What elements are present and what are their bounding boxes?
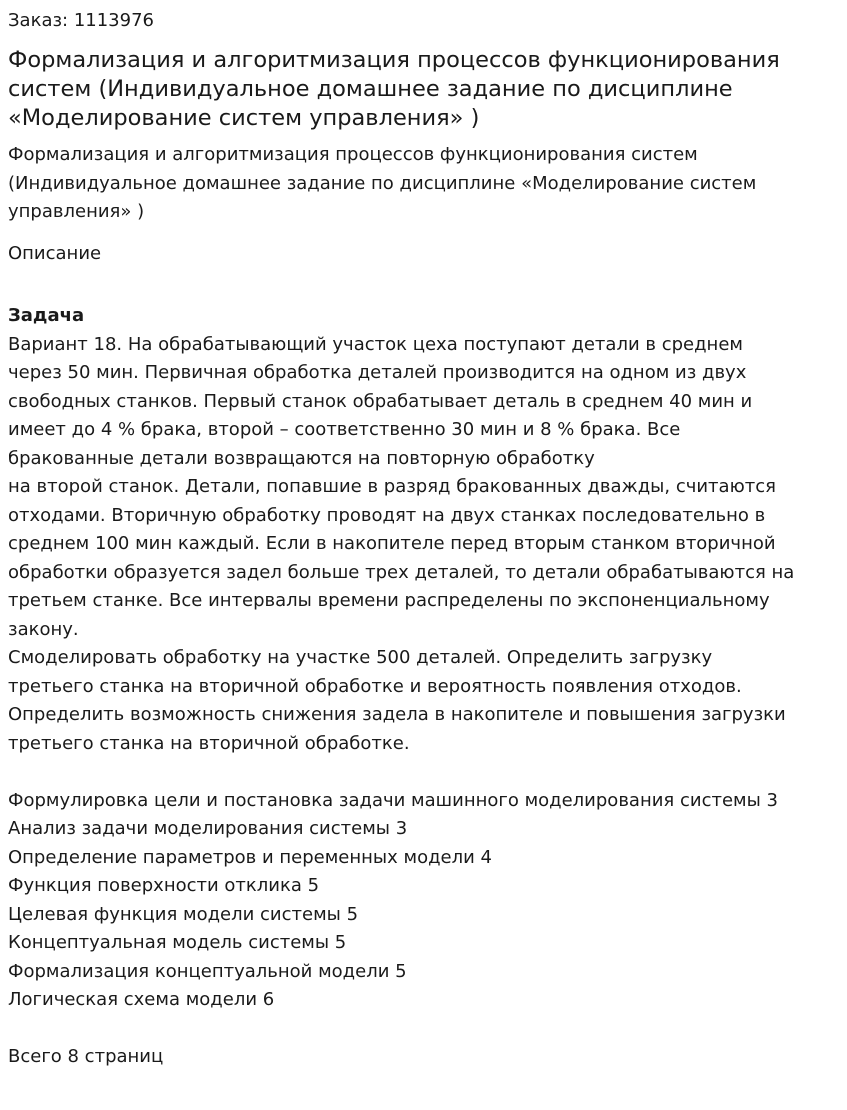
total-pages: Всего 8 страниц <box>8 1046 164 1067</box>
task-line: через 50 мин. Первичная обработка деталей производится на одном из двух <box>8 362 747 383</box>
task-line: отходами. Вторичную обработку проводят на двух станках последовательно в <box>8 504 766 526</box>
toc-item: Функция поверхности отклика 5 <box>8 875 320 896</box>
task-line: бракованные детали возвращаются на повторную обработку <box>8 447 595 469</box>
toc-item: Формулировка цели и постановка задачи машинного моделирования системы 3 <box>8 789 778 811</box>
task-text <box>8 331 839 759</box>
toc-item: Концептуальная модель системы 5 <box>8 932 347 953</box>
task-line: третьем станке. Все интервалы времени распределены по экспоненциальному <box>8 590 770 611</box>
task-line: Смоделировать обработку на участке 500 деталей. Определить загрузку <box>8 647 713 668</box>
spacer <box>8 1015 839 1044</box>
task-line: на второй станок. Детали, попавшие в разряд бракованных дважды, считаются <box>8 476 776 497</box>
task-line: третьего станка на вторичной обработке. <box>8 732 410 754</box>
page-subtitle: Формализация и алгоритмизация процессов функционирования систем (Индивидуальное домашнее задание по дисциплине «Моделирование систем управления» ) <box>8 144 757 222</box>
toc-item: Логическая схема модели 6 <box>8 989 275 1010</box>
task-line: среднем 100 мин каждый. Если в накопителе перед вторым станком вторичной <box>8 533 776 554</box>
page-title: Формализация и алгоритмизация процессов функционирования систем (Индивидуальное домашнее задание по дисциплине «Моделирование систем управления» ) <box>8 47 780 131</box>
toc-item: Определение параметров и переменных модели 4 <box>8 846 492 868</box>
task-line: закону. <box>8 618 79 640</box>
toc-item: Анализ задачи моделирования системы 3 <box>8 818 408 839</box>
task-line: свободных станков. Первый станок обрабатывает деталь в среднем 40 мин и <box>8 390 753 412</box>
toc-item: Формализация концептуальной модели 5 <box>8 960 407 982</box>
toc-item: Целевая функция модели системы 5 <box>8 903 359 925</box>
task-line: обработки образуется задел больше трех деталей, то детали обрабатываются на <box>8 561 795 583</box>
task-line: имеет до 4 % брака, второй – соответственно 30 мин и 8 % брака. Все <box>8 419 681 440</box>
task-heading: Задача <box>8 305 85 326</box>
task-line: Вариант 18. На обрабатывающий участок цеха поступают детали в среднем <box>8 333 743 355</box>
spacer <box>8 758 839 787</box>
description-label: Описание <box>8 242 102 264</box>
task-line: третьего станка на вторичной обработке и вероятность появления отходов. <box>8 675 742 697</box>
task-line: Определить возможность снижения задела в накопителе и повышения загрузки <box>8 704 786 725</box>
order-number: Заказ: 1113976 <box>8 10 154 31</box>
table-of-contents <box>8 787 839 1015</box>
